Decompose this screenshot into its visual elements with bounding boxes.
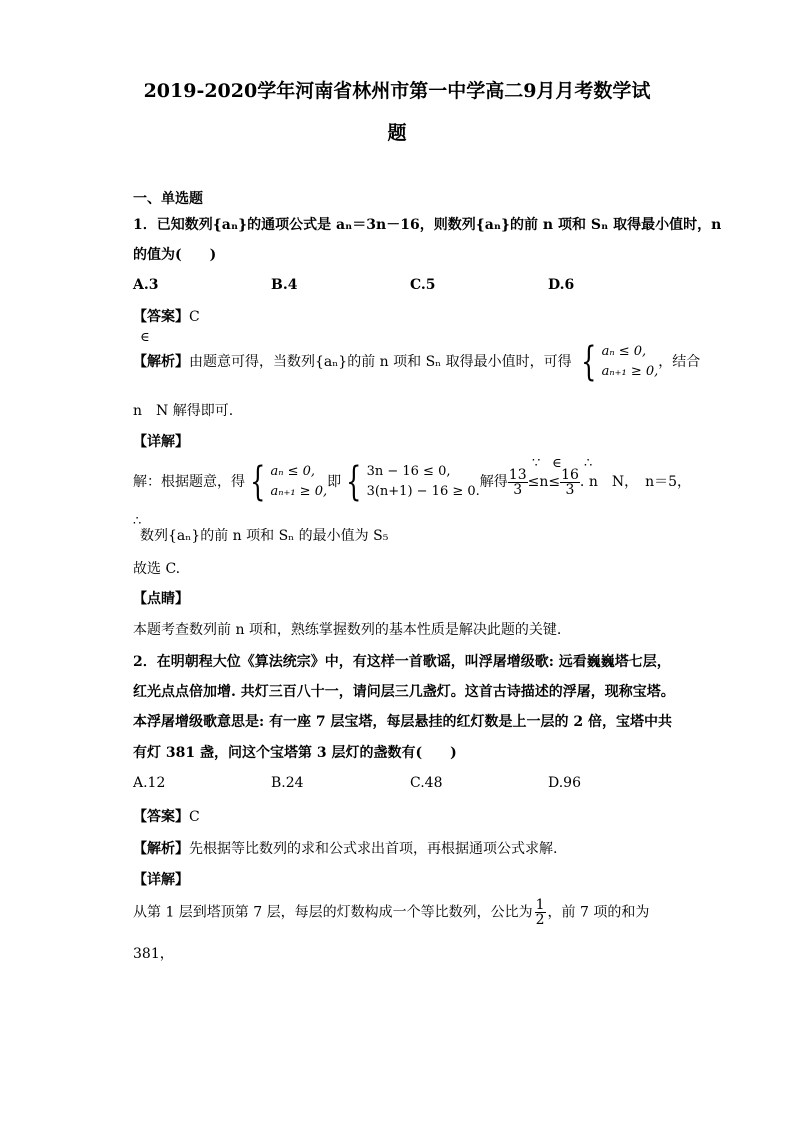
q1-comment: 本题考查数列前 n 项和，熟练掌握数列的基本性质是解决此题的关键. <box>133 622 562 638</box>
q1-stem-line2: 的值为( ) <box>133 247 217 263</box>
q1-therefore: ∴ <box>584 456 593 471</box>
q2-stem-line4: 有灯 381 盏，问这个宝塔第 3 层灯的盏数有( ) <box>133 745 457 761</box>
q1-in2: ∈ <box>552 456 562 471</box>
q1-option-a: A.3 <box>133 277 159 293</box>
q1-detail-tag: 【详解】 <box>133 434 189 450</box>
q2-stem-line3: 本浮屠增级歌意思是: 有一座 7 层宝塔，每层悬挂的红灯数是上一层的 2 倍，宝塔中共 <box>133 714 673 730</box>
fraction-16-3: $\frac{16}{3}$ <box>561 466 579 498</box>
q2-option-a: A.12 <box>133 775 166 791</box>
answer-value: C <box>189 309 200 325</box>
analysis-system: aₙ ≤ 0, aₙ₊₁ ≥ 0, <box>601 344 659 379</box>
q1-detail-line: 解：根据题意，得 { aₙ ≤ 0, aₙ₊₁ ≥ 0, 即 { 3n − 16 ≤ 0, 3(n+1) − 16 ≥ 0. 解得 $\frac{13}{3}$ ≤n≤ $\frac{16}{3}$ . n N， n＝5， <box>133 459 692 505</box>
q1-in-symbol: ∈ <box>140 330 150 345</box>
answer-value: C <box>189 809 200 825</box>
q2-option-b: B.24 <box>271 775 304 791</box>
q2-stem-line2: 红光点点倍加增. 共灯三百八十一，请问层三几盏灯。这首古诗描述的浮屠，现称宝塔。 <box>133 684 675 700</box>
q2-option-d: D.96 <box>548 775 581 791</box>
q1-option-c: C.5 <box>410 277 436 293</box>
q2-analysis <box>133 838 557 858</box>
q2-detail-tag: 【详解】 <box>133 872 189 888</box>
q1-analysis: 【解析】由题意可得，当数列{aₙ}的前 n 项和 Sₙ 取得最小值时，可得 { aₙ ≤ 0, aₙ₊₁ ≥ 0, ，结合 <box>133 339 701 385</box>
document-title-line1: 2019-2020学年河南省林州市第一中学高二9月月考数学试 <box>143 80 651 102</box>
q2-detail-line2: 381， <box>133 946 174 962</box>
q2-option-c: C.48 <box>410 775 443 791</box>
q1-conclusion: 数列{aₙ}的前 n 项和 Sₙ 的最小值为 S₅ <box>140 528 389 544</box>
q1-option-b: B.4 <box>271 277 298 293</box>
section-heading: 一、单选题 <box>133 191 203 207</box>
q1-option-d: D.6 <box>548 277 575 293</box>
q1-answer <box>133 306 200 326</box>
analysis-tag: 【解析】 <box>133 354 189 370</box>
analysis-text: 先根据等比数列的求和公式求出首项，再根据通项公式求解. <box>189 841 558 857</box>
answer-tag: 【答案】 <box>133 809 189 825</box>
q1-choose: 故选 C. <box>133 561 181 577</box>
q1-stem-line1: 1．已知数列{aₙ}的通项公式是 aₙ＝3n－16，则数列{aₙ}的前 n 项和 Sₙ 取得最小值时，n <box>133 217 722 233</box>
analysis-text: 由题意可得，当数列{aₙ}的前 n 项和 Sₙ 取得最小值时，可得 <box>189 354 572 370</box>
q2-stem-line1: 2．在明朝程大位《算法统宗》中，有这样一首歌谣，叫浮屠增级歌: 远看巍巍塔七层， <box>133 654 671 670</box>
brace-symbol: { <box>250 459 266 505</box>
answer-tag: 【答案】 <box>133 309 189 325</box>
fraction-13-3: $\frac{13}{3}$ <box>508 466 527 498</box>
ratio-fraction: $\frac{1}{2}$ <box>535 897 545 928</box>
q1-therefore2: ∴ <box>133 514 142 529</box>
document-title-line2: 题 <box>387 122 407 144</box>
q1-analysis-line2: n N 解得即可. <box>133 403 234 419</box>
analysis-tag: 【解析】 <box>133 841 189 857</box>
q1-because: ∵ <box>532 456 541 471</box>
q2-detail-line1: 从第 1 层到塔顶第 7 层，每层的灯数构成一个等比数列，公比为 $\frac{1}{2}$ ，前 7 项的和为 <box>133 897 650 928</box>
brace-symbol: { <box>346 459 362 505</box>
q2-answer <box>133 806 200 826</box>
brace-symbol: { <box>581 339 597 385</box>
q1-comment-tag: 【点睛】 <box>133 591 189 607</box>
